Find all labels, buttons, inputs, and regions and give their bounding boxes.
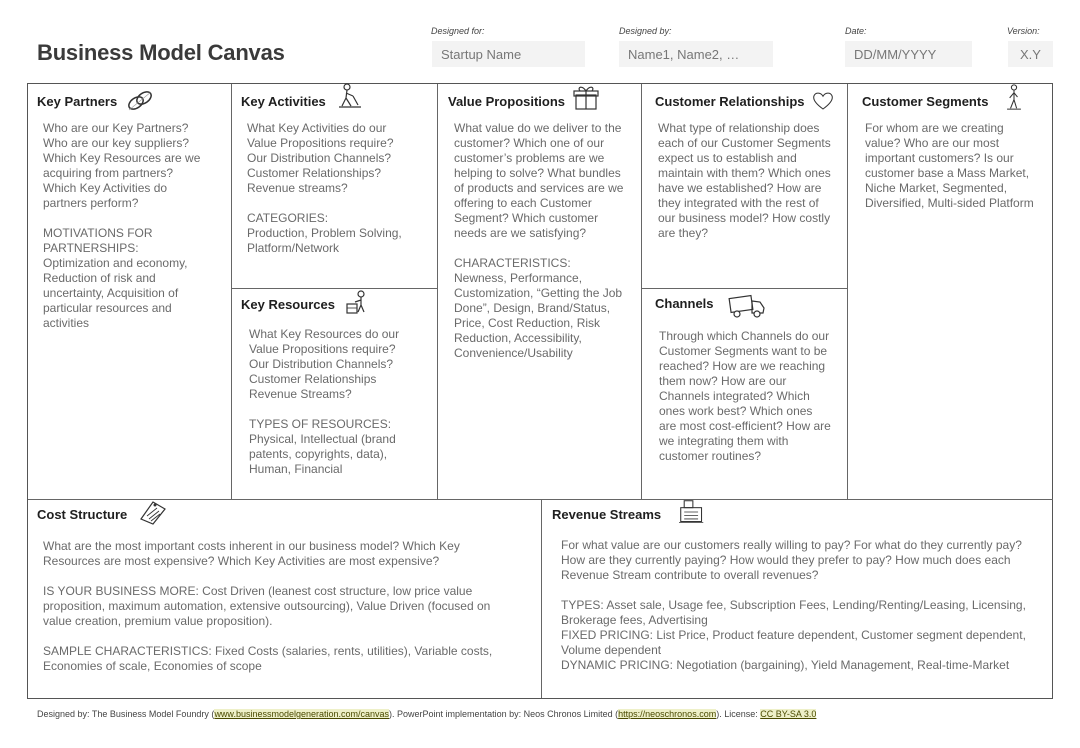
divider [232,288,437,289]
divider [847,84,848,500]
key-activities-text: What Key Activities do our Value Propositions require? Our Distribution Channels? Customer Relationships? Revenue streams? CATEGORIES: Production, Problem Solving, Platform/Network [247,121,402,255]
key-resources-text: What Key Resources do our Value Propositions require? Our Distribution Channels? Customer Relationships Revenue Streams? TYPES OF RESOURCES: Physical, Intellectual (brand patents, copyrights, data), Human, Financial [249,327,400,476]
chain-link-icon [125,88,155,114]
business-model-generation-link[interactable]: www.businessmodelgeneration.com/canvas [214,709,390,719]
customer-relationships-block[interactable] [655,92,845,241]
delivery-truck-icon [728,293,766,319]
key-activities-block[interactable] [241,92,433,256]
cost-structure-title: Cost Structure [37,506,128,522]
designed-by-label: Designed by: [619,26,672,36]
footer-prefix: Designed by: The Business Model Foundry ( [37,709,215,719]
cash-register-icon [675,499,709,525]
person-icon [1002,84,1026,110]
date-input[interactable] [845,41,972,67]
customer-segments-text: For whom are we creating value? Who are our most important customers? Is our customer base a Mass Market, Niche Market, Segmented, Diversified, Multi-sided Platform [865,121,1034,210]
channels-block[interactable] [655,294,845,464]
value-propositions-text: What value do we deliver to the customer? Which one of our customer’s problems are we helping to solve? What bundles of products and services are we offering to each Customer Segment? Which customer needs are we satisfying? CHARACTERISTICS: Newness, Performance, Customization, “Getting the Job Done”, Design, Brand/Status, Price, Cost Reduction, Risk Reduction, Accessibility, Convenience/Usability [454,121,624,360]
revenue-streams-text: For what value are our customers really willing to pay? For what do they currently pay? How are they currently paying? How would they prefer to pay? How much does each Revenue Stream contribute to overall revenues? TYPES: Asset sale, Usage fee, Subscription Fees, Lending/Renting/Leasing, Licensing, Brokerage fees, Advertising FIXED PRICING: List Price, Product feature dependent, Customer segment dependent, Volume dependent DYNAMIC PRICING: Negotiation (bargaining), Yield Management, Real-time-Market [561,538,1026,672]
revenue-streams-title: Revenue Streams [552,506,662,522]
customer-segments-block[interactable] [862,92,1050,211]
key-partners-block[interactable] [37,92,227,331]
key-activities-title: Key Activities [241,93,326,109]
divider [641,84,642,500]
channels-text: Through which Channels do our Customer Segments want to be reached? How are we reaching them now? How are our Channels integrated? Which ones work best? Which ones are most cost-efficient? How are we integrating them with customer routines? [659,329,831,463]
customer-relationships-title: Customer Relationships [655,93,805,109]
value-propositions-block[interactable] [448,92,638,361]
divider [541,500,542,698]
factory-worker-icon [343,290,373,316]
version-label: Version: [1007,26,1040,36]
heart-icon [811,88,835,114]
designed-for-input[interactable] [432,41,585,67]
designed-for-label: Designed for: [431,26,485,36]
channels-title: Channels [655,295,714,311]
cost-structure-text: What are the most important costs inherent in our business model? Which Key Resources are most expensive? Which Key Activities are most expensive? IS YOUR BUSINESS MORE: Cost Driven (leanest cost structure, low price value proposition, maximum automation, extensive outsourcing), Value Driven (focused on value creation, premium value proposition). SAMPLE CHARACTERISTICS: Fixed Costs (salaries, rents, utilities), Variable costs, Economies of scale, Economies of scope [43,539,493,673]
neos-chronos-link[interactable]: https://neoschronos.com [618,709,717,719]
worker-icon [334,83,364,109]
footer-credits [37,709,816,719]
revenue-streams-block[interactable] [552,505,1047,673]
date-label: Date: [845,26,867,36]
key-resources-block[interactable] [241,295,433,477]
value-propositions-title: Value Propositions [448,93,566,109]
cost-structure-block[interactable] [37,505,532,674]
key-resources-title: Key Resources [241,296,335,312]
version-input[interactable] [1008,41,1053,67]
key-partners-title: Key Partners [37,93,118,109]
footer-license-prefix: ). License: [716,709,761,719]
page-title: Business Model Canvas [37,40,285,65]
divider [437,84,438,500]
footer-middle: ). PowerPoint implementation by: Neos Chronos Limited ( [389,709,619,719]
license-link[interactable]: CC BY-SA 3.0 [760,709,817,719]
divider [642,288,847,289]
price-tag-icon [137,499,167,525]
customer-segments-title: Customer Segments [862,93,989,109]
customer-relationships-text: What type of relationship does each of our Customer Segments expect us to establish and maintain with them? Which ones have we established? How are they integrated with the rest of our business model? How costly are they? [658,121,831,240]
designed-by-input[interactable] [619,41,773,67]
divider [231,84,232,500]
gift-icon [571,85,601,111]
key-partners-text: Who are our Key Partners? Who are our key suppliers? Which Key Resources are we acquiring from partners? Which Key Activities do partners perform? MOTIVATIONS FOR PARTNERSHIPS: Optimization and economy, Reduction of risk and uncertainty, Acquisition of particular resources and activities [43,121,201,330]
